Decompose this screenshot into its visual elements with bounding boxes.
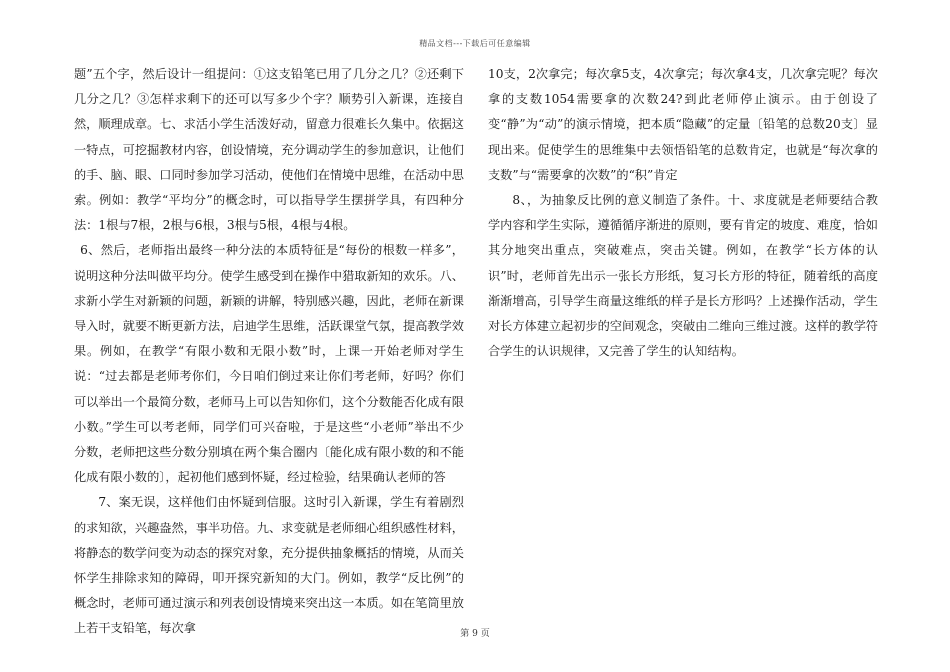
paragraph: 10支，2次拿完；每次拿5支，4次拿完；每次拿4支，几次拿完呢？每次拿的支数1054需要拿的次数24?到此老师停止演示。由于创设了变“静”为“动”的演示情境，把本质“隐藏”的定量〔铅笔的总数20支〕显现出来。促使学生的思维集中去领悟铅笔的总数肯定，也就是“每次拿的支数”与“需要拿的次数”的“积”肯定 [488,67,878,182]
paragraph: 7、案无误，这样他们由怀疑到信服。这时引入新课，学生有着剧烈的求知欲，兴趣盎然，事半功倍。九、求变就是老师细心组织感性材料，将静态的数学问变为动态的探究对象，充分提供抽象概括的情境，从而关怀学生排除求知的障碍，叩开探究新知的大门。例如，教学“反比例”的概念时，老师可通过演示和列表创设情境来突出这一本质。如在笔筒里放上若干支铅笔，每次拿 [74,495,464,636]
paragraph: 8、，为抽象反比例的意义制造了条件。十、求度就是老师要结合教学内容和学生实际，遵循循序渐进的原则，要有肯定的坡度、难度，恰如其分地突出重点，突破难点，突击关键。例如，在教学“长方体的认识”时，老师首先出示一张长方形纸，复习长方形的特征，随着纸的高度渐渐增高，引导学生商量这维纸的样子是长方形吗？上述操作活动，学生对长方体建立起初步的空间观念，突破由二维向三维过渡。这样的教学符合学生的认识规律，又完善了学生的认知结构。 [488,193,878,359]
left-column [74,62,464,642]
paragraph: 题”五个字，然后设计一组提问：①这支铅笔已用了几分之几？②还剩下几分之几？③怎样求剩下的还可以写多少个字？顺势引入新课，连接自然，顺理成章。七、求活小学生活泼好动，留意力很难长久集中。依据这一特点，可挖掘教材内容，创设情境，充分调动学生的参加意识，让他们的手、脑、眼、口同时参加学习活动，使他们在情境中思维，在活动中思索。例如：教学“平均分”的概念时，可以指导学生摆拼学具，有四种分法：1根与7根，2根与6根，3根与5根，4根与4根。 [74,67,464,233]
page-number: 第 9 页 [460,629,490,639]
right-column [488,62,878,364]
page-header: 精品文档---下载后可任意编辑 [419,39,531,48]
paragraph: 6、然后，老师指出最终一种分法的本质特征是“每份的根数一样多”，说明这种分法叫做平均分。使学生感受到在操作中猎取新知的欢乐。八、求新小学生对新颖的问题，新颖的讲解，特别感兴趣，因此，老师在新课导入时，就要不断更新方法，启迪学生思维，活跃课堂气氛，提高教学效果。例如，在教学“有限小数和无限小数”时，上课一开始老师对学生说：“过去都是老师考你们，今日咱们倒过来让你们考老师，好吗？你们可以举出一个最简分数，老师马上可以告知你们，这个分数能否化成有限小数。”学生可以考老师，同学们可兴奋啦，于是这些“小老师”举出不少分数，老师把这些分数分别填在两个集合圈内〔能化成有限小数的和不能化成有限小数的〕，起初他们感到怀疑，经过检验，结果确认老师的答 [74,243,464,485]
